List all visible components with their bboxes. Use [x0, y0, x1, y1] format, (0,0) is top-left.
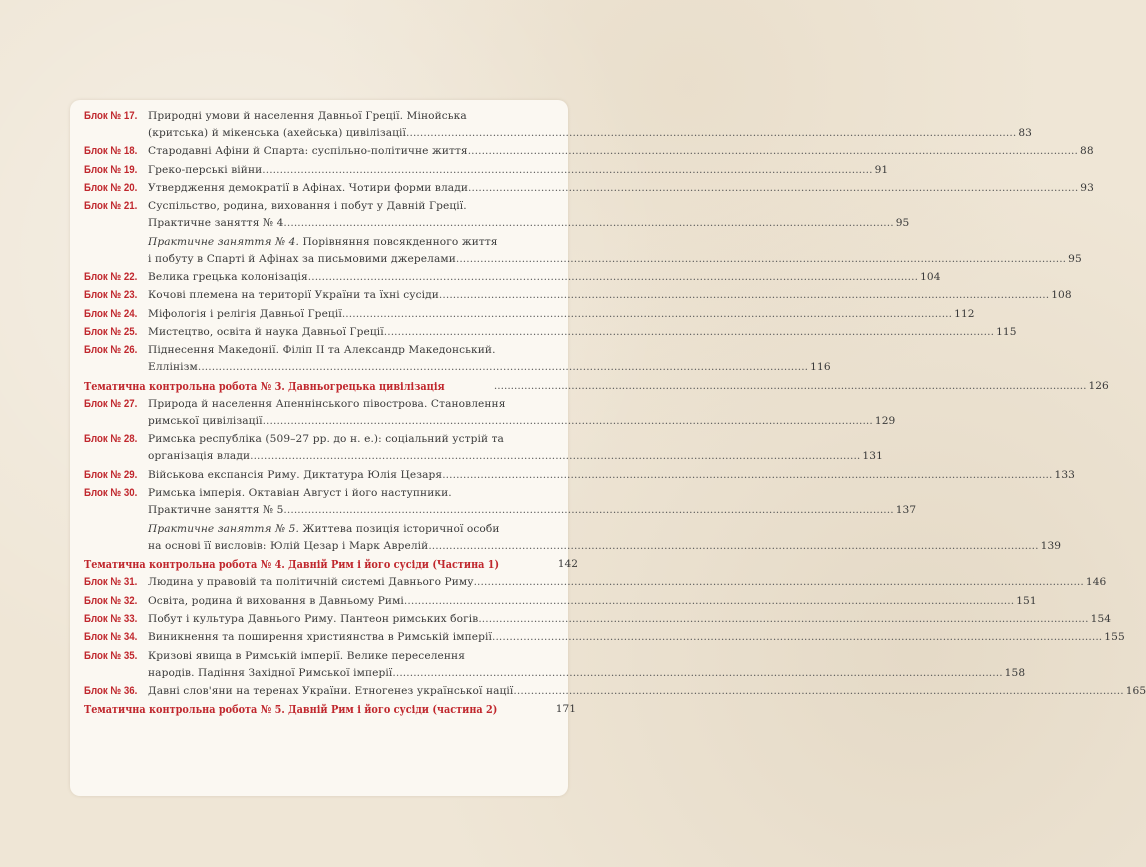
page-number: 126	[1088, 379, 1109, 392]
toc-block-entry[interactable]	[84, 683, 1146, 700]
entry-title-line: римської цивілізації	[148, 415, 263, 428]
entry-title-line: Виникнення та поширення християнства в Римській імперії	[148, 631, 492, 644]
dot-leader	[384, 324, 994, 341]
entry-title-line: Кочові племена на території України та їхні сусіди	[148, 289, 439, 302]
dot-leader	[513, 683, 1123, 700]
dot-leader	[494, 378, 1087, 395]
page-number: 88	[1080, 145, 1094, 158]
entry-title-line: Кризові явища в Римській імперії. Велике переселення	[148, 649, 465, 662]
toc-test-entry[interactable]	[84, 701, 576, 718]
entry-title-line: Піднесення Македонії. Філіп II та Александр Македонський.	[148, 344, 496, 357]
toc-block-entry[interactable]	[84, 108, 1032, 142]
toc-block-entry[interactable]	[84, 162, 889, 179]
page-number: 146	[1085, 576, 1107, 589]
block-number: Блок № 29.	[84, 468, 138, 481]
dot-leader	[392, 665, 1002, 682]
entry-title-line: Природні умови й населення Давньої Греції. Мінойська	[148, 110, 467, 122]
entry-title-line: Людина у правовій та політичній системі Давнього Риму	[148, 576, 474, 589]
entry-title-line: Еллінізм	[148, 361, 198, 374]
entry-title-line: Тематична контрольна робота № 5. Давній Рим і його сусіди (частина 2)	[84, 703, 498, 717]
block-number: Блок № 23.	[84, 289, 138, 302]
entry-title-line: Міфологія і релігія Давньої Греції	[148, 307, 342, 320]
page-number: 171	[555, 703, 576, 716]
entry-title-line: Тематична контрольна робота № 4. Давній Рим і його сусіди (Частина 1)	[84, 557, 500, 571]
block-number: Блок № 27.	[84, 398, 138, 411]
block-number: Блок № 30.	[84, 487, 138, 500]
block-number: Блок № 21.	[84, 200, 138, 213]
dot-leader	[456, 251, 1066, 268]
practice-title: Практичне заняття № 4.	[148, 235, 299, 248]
block-number: Блок № 17.	[84, 110, 138, 122]
toc-block-entry[interactable]	[84, 431, 883, 465]
entry-title-line: і побуту в Спарті й Афінах за письмовими джерелами	[148, 252, 456, 265]
toc-block-entry[interactable]	[84, 180, 1094, 197]
toc-practice-entry[interactable]	[84, 521, 1062, 555]
toc-block-entry[interactable]	[84, 287, 1072, 304]
page-number: 165	[1125, 684, 1146, 697]
page-number: 93	[1080, 182, 1094, 195]
toc-test-entry[interactable]	[84, 378, 1109, 395]
page-number: 155	[1104, 631, 1125, 644]
entry-title-line: Практичне заняття № 5	[148, 504, 284, 517]
entry-title-line: Римська імперія. Октавіан Август і його наступники.	[148, 487, 452, 500]
dot-leader	[283, 502, 893, 519]
page-number: 95	[895, 217, 910, 230]
toc-block-entry[interactable]	[84, 574, 1107, 591]
entry-title-line: Суспільство, родина, виховання і побут у Давній Греції.	[148, 200, 467, 213]
entry-title-line: Життева позиція історичної особи	[299, 522, 500, 535]
entry-title-line: Римська республіка (509–27 рр. до н. е.): соціальний устрій та	[148, 433, 504, 446]
entry-title-line: Порівняння повсякденного життя	[299, 235, 498, 248]
entry-title-line: Велика грецька колонізація	[148, 271, 308, 284]
page-number: 158	[1004, 666, 1026, 679]
practice-title: Практичне заняття № 5.	[148, 522, 299, 535]
toc-block-entry[interactable]	[84, 593, 1037, 610]
page-number: 129	[874, 415, 896, 428]
block-number: Блок № 33.	[84, 612, 138, 625]
dot-leader	[474, 574, 1084, 591]
toc-block-entry[interactable]	[84, 324, 1017, 341]
entry-title-line: Природа й населення Апеннінського півострова. Становлення	[148, 398, 506, 411]
page-number: 83	[1018, 127, 1032, 139]
toc-block-entry[interactable]	[84, 269, 941, 286]
page-number: 115	[996, 326, 1017, 339]
dot-leader	[478, 611, 1088, 628]
entry-title-line: на основі її висловів: Юлій Цезар і Марк Аврелій	[148, 539, 429, 552]
dot-leader	[468, 143, 1078, 160]
page-number: 133	[1054, 468, 1076, 481]
toc-block-entry[interactable]	[84, 342, 831, 376]
entry-title-line: Тематична контрольна робота № 3. Давньогрецька цивілізація	[84, 379, 445, 393]
block-number: Блок № 25.	[84, 326, 138, 339]
block-number: Блок № 32.	[84, 594, 138, 607]
toc-block-entry[interactable]	[84, 485, 917, 519]
dot-leader	[283, 215, 893, 232]
toc-practice-entry[interactable]	[84, 234, 1082, 268]
dot-leader	[342, 306, 952, 323]
toc-block-entry[interactable]	[84, 467, 1076, 484]
page-number: 104	[920, 271, 941, 284]
toc-block-entry[interactable]	[84, 611, 1112, 628]
entry-title-line: Стародавні Афіни й Спарта: суспільно-політичне життя	[148, 145, 468, 158]
block-number: Блок № 35.	[84, 649, 138, 662]
page-number: 154	[1090, 612, 1112, 625]
table-of-contents	[84, 108, 1146, 720]
toc-block-entry[interactable]	[84, 143, 1094, 160]
page-number: 116	[810, 361, 831, 374]
page-number: 91	[874, 163, 889, 176]
block-number: Блок № 24.	[84, 307, 138, 320]
block-number: Блок № 31.	[84, 576, 138, 589]
block-number: Блок № 26.	[84, 344, 138, 357]
entry-title-line: Військова експансія Риму. Диктатура Юлія Цезаря	[148, 468, 443, 481]
entry-title-line: Мистецтво, освіта й наука Давньої Греції	[148, 326, 384, 339]
block-number: Блок № 22.	[84, 271, 138, 284]
toc-block-entry[interactable]	[84, 629, 1125, 646]
page-number: 95	[1068, 252, 1082, 265]
block-number: Блок № 20.	[84, 182, 138, 195]
dot-leader	[406, 125, 1016, 142]
entry-title-line: Побут і культура Давнього Риму. Пантеон римських богів	[148, 612, 479, 625]
page-number: 139	[1040, 539, 1062, 552]
toc-block-entry[interactable]	[84, 648, 1026, 682]
page-number: 131	[862, 450, 883, 463]
dot-leader	[492, 629, 1102, 646]
dot-leader	[262, 162, 872, 179]
entry-title-line: Утвердження демократії в Афінах. Чотири форми влади	[148, 182, 469, 195]
entry-title-line: (критська) й мікенська (ахейська) цивілізації	[148, 127, 407, 139]
entry-title-line: Давні слов'яни на теренах України. Етногенез української нації	[148, 684, 514, 697]
dot-leader	[404, 593, 1014, 610]
dot-leader	[263, 413, 873, 430]
dot-leader	[428, 538, 1038, 555]
toc-block-entry[interactable]	[84, 396, 896, 430]
dot-leader	[439, 287, 1049, 304]
block-number: Блок № 28.	[84, 433, 138, 446]
page-number: 108	[1051, 289, 1072, 302]
page-number: 137	[895, 504, 917, 517]
entry-title-line: народів. Падіння Західної Римської імперії	[148, 666, 393, 679]
block-number: Блок № 19.	[84, 163, 138, 176]
dot-leader	[468, 180, 1078, 197]
dot-leader	[442, 467, 1052, 484]
block-number: Блок № 34.	[84, 631, 138, 644]
block-number: Блок № 18.	[84, 145, 138, 158]
block-number: Блок № 36.	[84, 684, 138, 697]
dot-leader	[308, 269, 918, 286]
page-number: 151	[1016, 594, 1037, 607]
page-number: 112	[954, 307, 975, 320]
entry-title-line: Греко-перські війни	[148, 163, 263, 176]
entry-title-line: Практичне заняття № 4	[148, 217, 284, 230]
entry-title-line: організація влади	[148, 450, 251, 463]
dot-leader	[198, 359, 808, 376]
toc-block-entry[interactable]	[84, 198, 910, 232]
toc-test-entry[interactable]	[84, 556, 578, 573]
toc-block-entry[interactable]	[84, 306, 975, 323]
dot-leader	[250, 448, 860, 465]
entry-title-line: Освіта, родина й виховання в Давньому Римі	[148, 594, 404, 607]
page-number: 142	[557, 557, 578, 570]
